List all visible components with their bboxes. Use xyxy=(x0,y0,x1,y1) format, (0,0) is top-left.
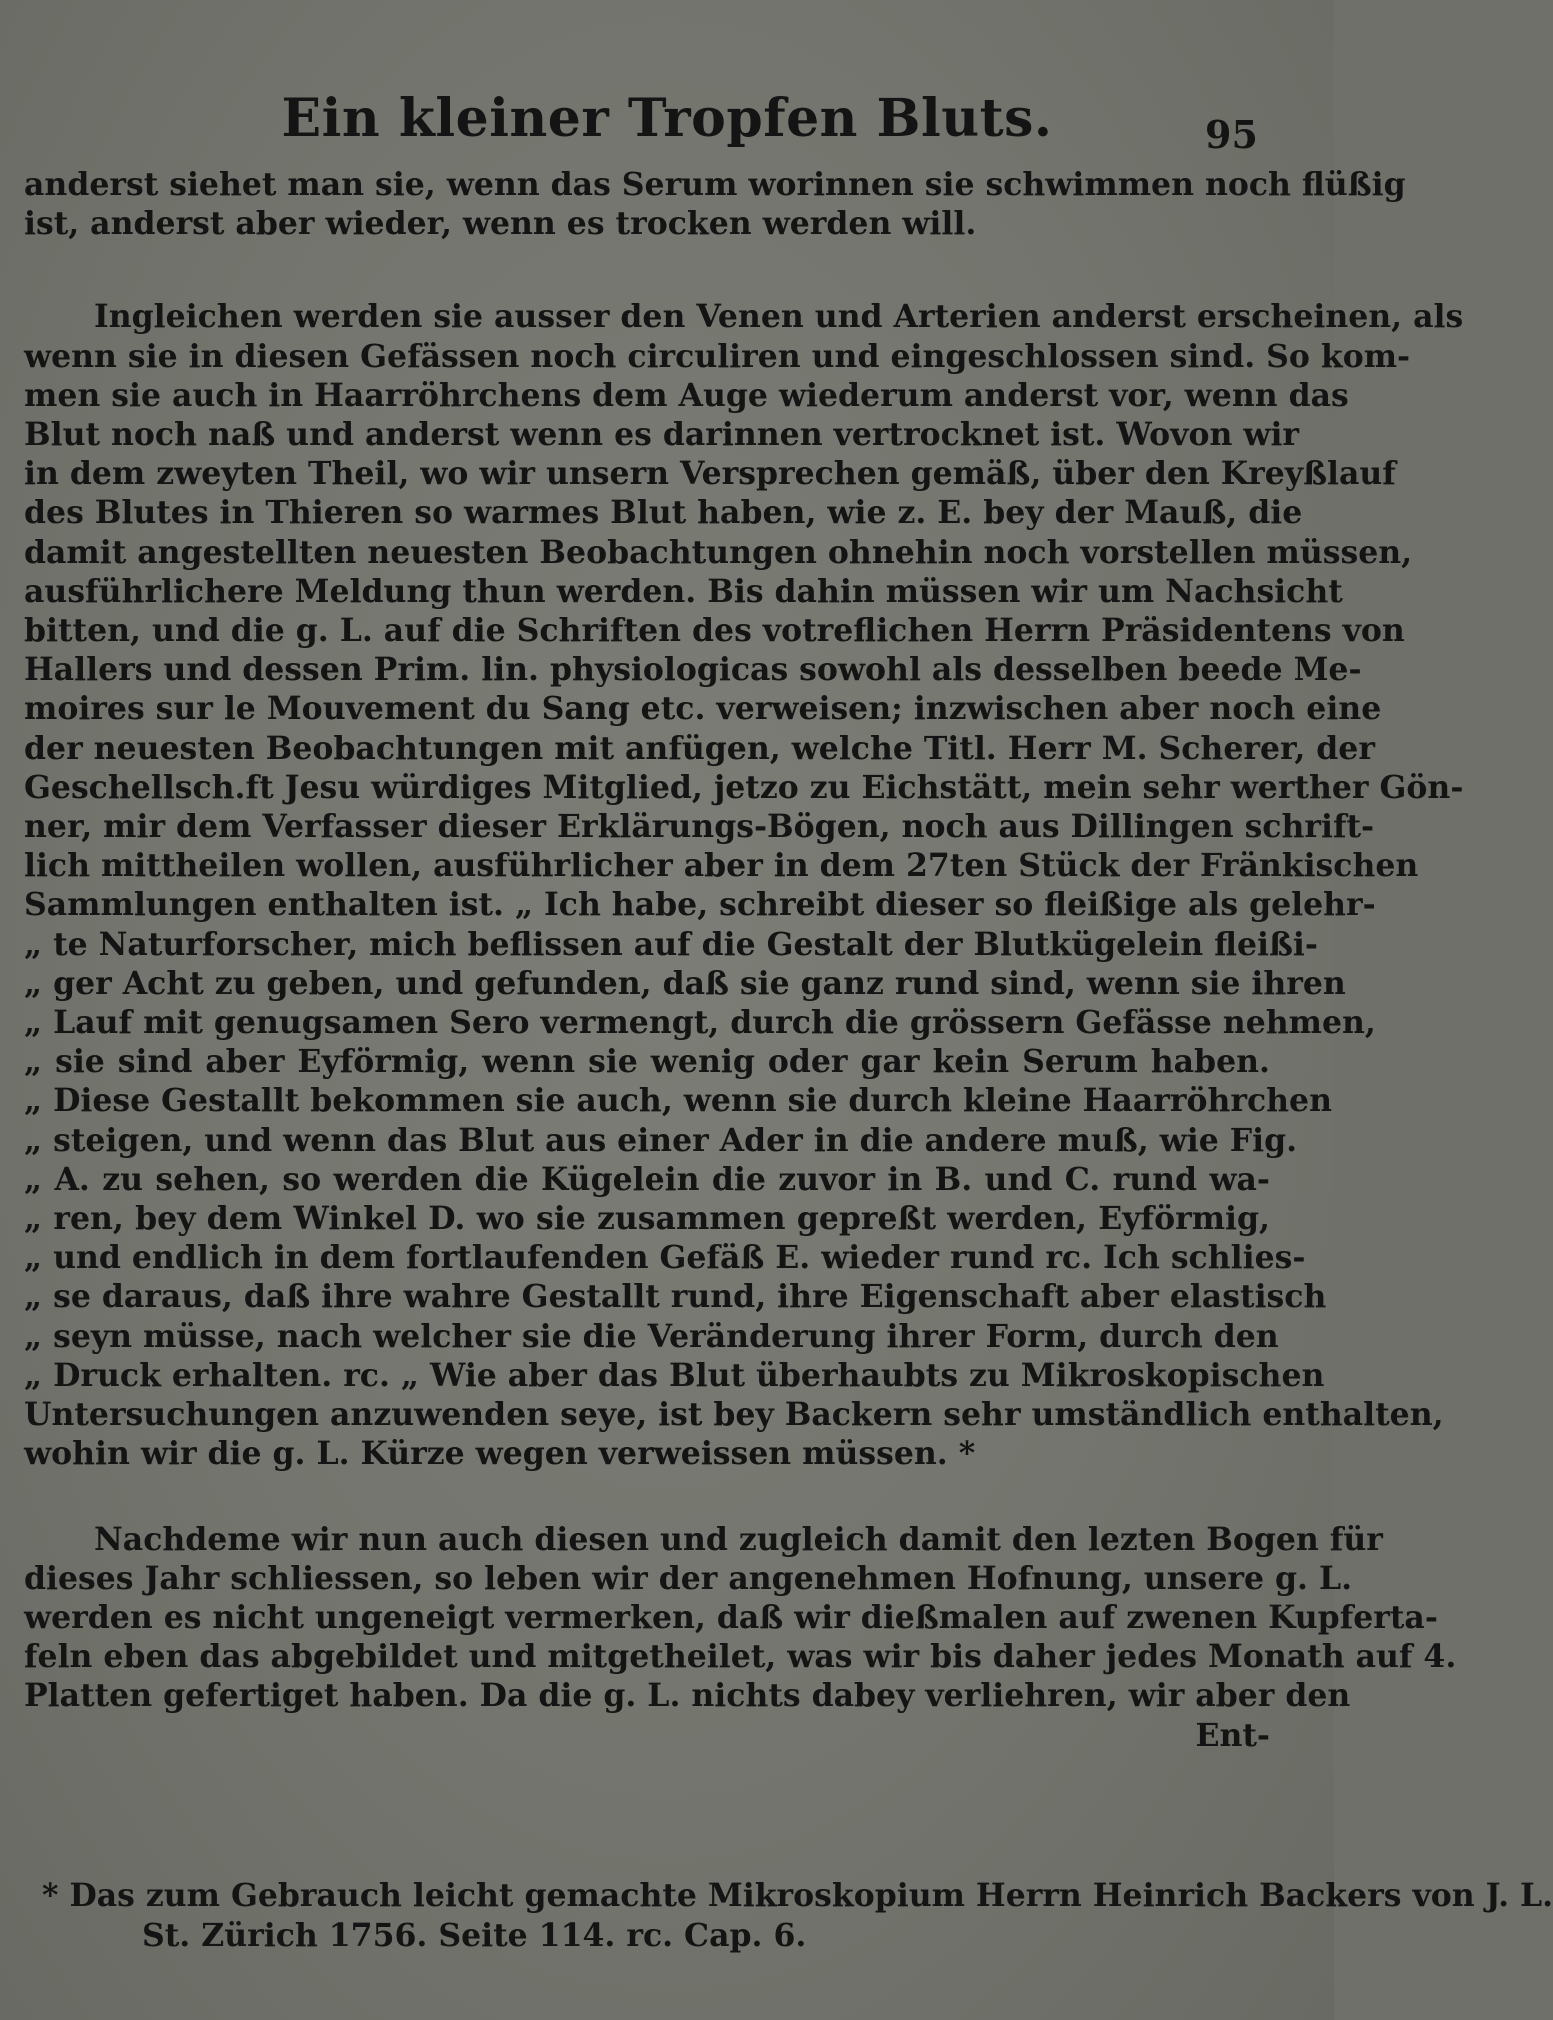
paragraph-1 xyxy=(24,165,1406,243)
text-line: dieses Jahr schliessen, so leben wir der angenehmen Hofnung, unsere g. L. xyxy=(24,1559,1353,1597)
body-text xyxy=(24,165,1464,1755)
text-line: Untersuchungen anzuwenden seye, ist bey Backern sehr umständlich enthalten, xyxy=(24,1396,1444,1434)
text-line: des Blutes in Thieren so warmes Blut haben, wie z. E. bey der Mauß, die xyxy=(24,494,1303,532)
text-line: bitten, und die g. L. auf die Schriften des votreflichen Herrn Präsidentens von xyxy=(24,612,1405,650)
footnote-line: St. Zürich 1756. Seite 114. rc. Cap. 6. xyxy=(142,1917,807,1954)
text-line: „ und endlich in dem fortlaufenden Gefäß E. wieder rund rc. Ich schlies- xyxy=(24,1239,1306,1277)
text-line: ner, mir dem Verfasser dieser Erklärungs-Bögen, noch aus Dillingen schrift- xyxy=(24,808,1375,846)
text-line: werden es nicht ungeneigt vermerken, daß wir dießmalen auf zwenen Kupferta- xyxy=(24,1598,1438,1636)
text-line: Geschellsch.ft Jesu würdiges Mitglied, jetzo zu Eichstätt, mein sehr werther Gön- xyxy=(24,768,1464,806)
running-head-title: Ein kleiner Tropfen Bluts. xyxy=(281,88,1053,149)
text-line: „ steigen, und wenn das Blut aus einer Ader in die andere muß, wie Fig. xyxy=(24,1121,1298,1159)
text-line: moires sur le Mouvement du Sang etc. verweisen; inzwischen aber noch eine xyxy=(24,690,1382,728)
catchword: Ent- xyxy=(1195,1716,1270,1754)
page-number: 95 xyxy=(1205,112,1258,157)
text-line: Ingleichen werden sie ausser den Venen und Arterien anderst erscheinen, als xyxy=(94,298,1464,336)
text-line: anderst siehet man sie, wenn das Serum worinnen sie schwimmen noch flüßig xyxy=(24,166,1406,203)
text-line: Sammlungen enthalten ist. „ Ich habe, schreibt dieser so fleißige als gelehr- xyxy=(24,886,1376,924)
text-line: der neuesten Beobachtungen mit anfügen, welche Titl. Herr M. Scherer, der xyxy=(24,729,1375,767)
text-line: wenn sie in diesen Gefässen noch circuliren und eingeschlossen sind. So kom- xyxy=(24,337,1411,375)
paragraph-3 xyxy=(24,1520,1457,1755)
text-line: „ sie sind aber Eyförmig, wenn sie wenig oder gar kein Serum haben. xyxy=(24,1043,1270,1081)
text-line: Platten gefertiget haben. Da die g. L. nichts dabey verliehren, wir aber den xyxy=(24,1677,1351,1715)
text-line: „ ren, bey dem Winkel D. wo sie zusammen gepreßt werden, Eyförmig, xyxy=(24,1200,1270,1238)
footnote xyxy=(42,1876,1553,1956)
text-line: men sie auch in Haarröhrchens dem Auge wiederum anderst vor, wenn das xyxy=(24,376,1349,414)
text-line: wohin wir die g. L. Kürze wegen verweissen müssen. * xyxy=(24,1435,976,1473)
text-line: „ ger Acht zu geben, und gefunden, daß sie ganz rund sind, wenn sie ihren xyxy=(24,964,1346,1002)
text-line: Blut noch naß und anderst wenn es darinnen vertrocknet ist. Wovon wir xyxy=(24,416,1300,454)
text-line: „ A. zu sehen, so werden die Kügelein die zuvor in B. und C. rund wa- xyxy=(24,1160,1270,1198)
text-line: ist, anderst aber wieder, wenn es trocken werden will. xyxy=(24,205,977,243)
text-line: lich mittheilen wollen, ausführlicher aber in dem 27ten Stück der Fränkischen xyxy=(24,847,1419,885)
text-line: Hallers und dessen Prim. lin. physiologicas sowohl als desselben beede Me- xyxy=(24,651,1362,689)
footnote-line: * Das zum Gebrauch leicht gemachte Mikroskopium Herrn Heinrich Backers von J. L. xyxy=(42,1877,1553,1914)
text-line: in dem zweyten Theil, wo wir unsern Versprechen gemäß, über den Kreyßlauf xyxy=(24,455,1396,493)
text-line: „ se daraus, daß ihre wahre Gestallt rund, ihre Eigenschaft aber elastisch xyxy=(24,1278,1327,1316)
text-line: „ Lauf mit genugsamen Sero vermengt, durch die grössern Gefässe nehmen, xyxy=(24,1004,1376,1042)
text-line: ausführlichere Meldung thun werden. Bis dahin müssen wir um Nachsicht xyxy=(24,572,1343,610)
text-line: Nachdeme wir nun auch diesen und zugleich damit den lezten Bogen für xyxy=(94,1520,1383,1558)
text-line: „ te Naturforscher, mich beflissen auf die Gestalt der Blutkügelein fleißi- xyxy=(24,925,1318,963)
paragraph-2 xyxy=(24,297,1464,1473)
text-line: „ seyn müsse, nach welcher sie die Veränderung ihrer Form, durch den xyxy=(24,1317,1279,1355)
text-line: „ Diese Gestallt bekommen sie auch, wenn sie durch kleine Haarröhrchen xyxy=(24,1082,1332,1120)
text-line: damit angestellten neuesten Beobachtungen ohnehin noch vorstellen müssen, xyxy=(24,533,1413,571)
text-line: feln eben das abgebildet und mitgetheilet, was wir bis daher jedes Monath auf 4. xyxy=(24,1638,1457,1676)
text-line: „ Druck erhalten. rc. „ Wie aber das Blut überhaubts zu Mikroskopischen xyxy=(24,1356,1325,1394)
